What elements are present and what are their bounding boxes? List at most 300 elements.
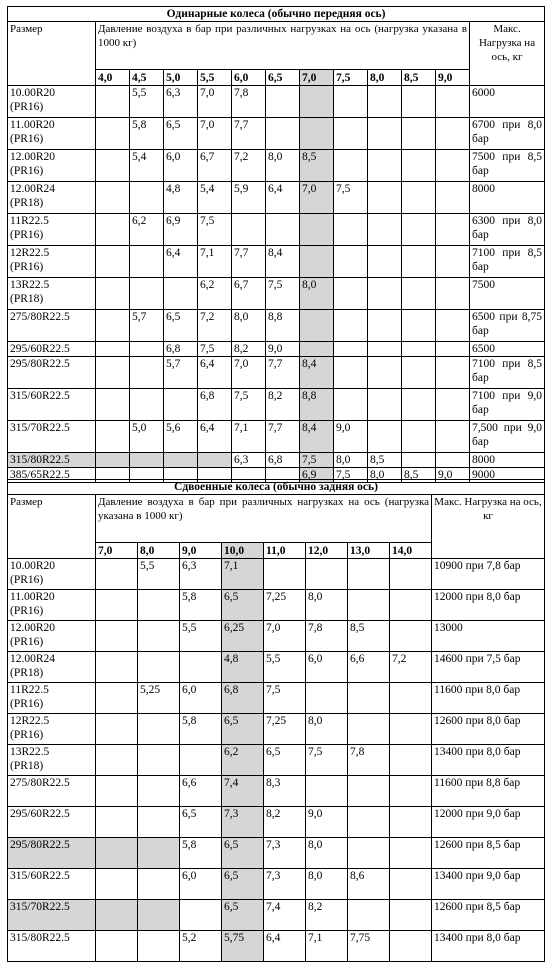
max-load-header: Макс. Нагрузка на ось, кг: [432, 495, 545, 559]
value-cell: [300, 310, 334, 342]
value-cell: [198, 453, 232, 468]
value-cell: 8,0: [368, 468, 402, 483]
value-cell: [96, 683, 138, 714]
pressure-cell: 4,5: [130, 70, 164, 86]
size-cell: 385/65R22.5: [8, 468, 96, 483]
value-cell: 6,4: [198, 421, 232, 453]
value-cell: [390, 869, 432, 900]
table-row: [8, 86, 545, 118]
value-cell: [348, 838, 390, 869]
value-cell: 5,4: [198, 182, 232, 214]
value-cell: 7,5: [264, 683, 306, 714]
size-cell: 295/60R22.5: [8, 342, 96, 357]
value-cell: [390, 621, 432, 652]
value-cell: [96, 714, 138, 745]
value-cell: [368, 278, 402, 310]
value-cell: [300, 246, 334, 278]
size-cell: 13R22.5 (PR18): [8, 278, 96, 310]
value-cell: 6,6: [348, 652, 390, 683]
value-cell: [390, 776, 432, 807]
value-cell: [130, 182, 164, 214]
value-cell: [138, 621, 180, 652]
table-row: [8, 357, 545, 389]
max-load-cell: 11600 при 8,0 бар: [432, 683, 545, 714]
value-cell: [306, 559, 348, 590]
value-cell: 6,9: [164, 214, 198, 246]
pressure-cell: 7,0: [300, 70, 334, 86]
max-load-cell: 6000: [470, 86, 545, 118]
value-cell: 7,8: [232, 86, 266, 118]
value-cell: [96, 150, 130, 182]
table-row: [8, 652, 545, 683]
value-cell: 6,0: [180, 869, 222, 900]
value-cell: 6,4: [264, 931, 306, 962]
value-cell: [130, 342, 164, 357]
size-cell: 12.00R20 (PR16): [8, 150, 96, 182]
value-cell: 6,5: [222, 869, 264, 900]
value-cell: [306, 683, 348, 714]
value-cell: 7,8: [348, 745, 390, 776]
value-cell: 8,8: [266, 310, 300, 342]
value-cell: 7,2: [232, 150, 266, 182]
value-cell: [348, 776, 390, 807]
value-cell: 8,0: [306, 838, 348, 869]
max-load-cell: 7100 при 8,5 бар: [470, 246, 545, 278]
value-cell: [96, 931, 138, 962]
value-cell: [180, 745, 222, 776]
value-cell: [334, 389, 368, 421]
max-load-cell: 10900 при 7,8 бар: [432, 559, 545, 590]
value-cell: 6,0: [306, 652, 348, 683]
value-cell: 7,0: [198, 86, 232, 118]
value-cell: [390, 590, 432, 621]
value-cell: 7,1: [198, 246, 232, 278]
value-cell: [348, 683, 390, 714]
value-cell: [300, 214, 334, 246]
value-cell: [266, 214, 300, 246]
table-row: [8, 807, 545, 838]
value-cell: 8,6: [348, 869, 390, 900]
value-cell: 5,5: [180, 621, 222, 652]
value-cell: 8,4: [300, 421, 334, 453]
size-cell: 11.00R20 (PR16): [8, 118, 96, 150]
table-row: [8, 182, 545, 214]
value-cell: [264, 559, 306, 590]
value-cell: 7,1: [232, 421, 266, 453]
value-cell: [232, 214, 266, 246]
pressure-cell: 12,0: [306, 543, 348, 559]
value-cell: [96, 421, 130, 453]
value-cell: [368, 86, 402, 118]
value-cell: 5,8: [130, 118, 164, 150]
value-cell: [96, 357, 130, 389]
max-load-cell: 14600 при 7,5 бар: [432, 652, 545, 683]
value-cell: 7,8: [306, 621, 348, 652]
value-cell: 8,0: [266, 150, 300, 182]
size-cell: 315/80R22.5: [8, 931, 96, 962]
value-cell: [96, 590, 138, 621]
value-cell: [402, 86, 436, 118]
value-cell: 6,4: [266, 182, 300, 214]
table-row: [8, 838, 545, 869]
value-cell: [402, 150, 436, 182]
value-cell: [138, 590, 180, 621]
value-cell: 7,4: [264, 900, 306, 931]
value-cell: 5,5: [138, 559, 180, 590]
value-cell: 5,0: [130, 421, 164, 453]
value-cell: 9,0: [436, 468, 470, 483]
value-cell: 4,8: [222, 652, 264, 683]
table-row: [8, 389, 545, 421]
pressure-cell: 10,0: [222, 543, 264, 559]
value-cell: 7,4: [222, 776, 264, 807]
value-cell: 8,2: [266, 389, 300, 421]
value-cell: [266, 86, 300, 118]
value-cell: [436, 182, 470, 214]
table-row: [8, 342, 545, 357]
value-cell: 6,5: [264, 745, 306, 776]
value-cell: 8,5: [402, 468, 436, 483]
value-cell: 6,8: [266, 453, 300, 468]
value-cell: 7,7: [232, 118, 266, 150]
table-row: [8, 683, 545, 714]
value-cell: 5,5: [264, 652, 306, 683]
value-cell: [300, 118, 334, 150]
value-cell: [96, 278, 130, 310]
size-cell: 315/60R22.5: [8, 389, 96, 421]
value-cell: [402, 310, 436, 342]
value-cell: [348, 807, 390, 838]
value-cell: 8,0: [306, 714, 348, 745]
value-cell: 8,0: [232, 310, 266, 342]
value-cell: [436, 214, 470, 246]
value-cell: 7,25: [264, 714, 306, 745]
value-cell: [96, 342, 130, 357]
value-cell: 6,5: [222, 590, 264, 621]
value-cell: [96, 246, 130, 278]
table-row: [8, 453, 545, 468]
size-cell: 12R22.5 (PR16): [8, 714, 96, 745]
value-cell: [96, 869, 138, 900]
value-cell: 8,4: [266, 246, 300, 278]
value-cell: [334, 150, 368, 182]
size-cell: 315/60R22.5: [8, 869, 96, 900]
value-cell: [402, 118, 436, 150]
value-cell: 6,2: [222, 745, 264, 776]
value-cell: [96, 86, 130, 118]
value-cell: [96, 900, 138, 931]
pressure-cell: 4,0: [96, 70, 130, 86]
value-cell: 8,3: [264, 776, 306, 807]
value-cell: 6,3: [164, 86, 198, 118]
value-cell: 6,8: [222, 683, 264, 714]
value-cell: [130, 357, 164, 389]
pressure-cell: 6,5: [266, 70, 300, 86]
value-cell: 7,5: [334, 468, 368, 483]
value-cell: [138, 776, 180, 807]
value-cell: 6,5: [222, 838, 264, 869]
max-load-cell: 6500: [470, 342, 545, 357]
value-cell: 6,5: [222, 900, 264, 931]
size-cell: 11.00R20 (PR16): [8, 590, 96, 621]
table-row: [8, 776, 545, 807]
pressure-cell: 6,0: [232, 70, 266, 86]
table-row: [8, 310, 545, 342]
value-cell: [138, 838, 180, 869]
value-cell: [436, 150, 470, 182]
pressure-cell: 9,0: [180, 543, 222, 559]
max-load-cell: 11600 при 8,8 бар: [432, 776, 545, 807]
max-load-cell: 7500 при 8,5 бар: [470, 150, 545, 182]
value-cell: 7,2: [390, 652, 432, 683]
value-cell: [180, 900, 222, 931]
pressure-cell: 5,5: [198, 70, 232, 86]
value-cell: 5,75: [222, 931, 264, 962]
pressure-cell: 14,0: [390, 543, 432, 559]
value-cell: [130, 246, 164, 278]
value-cell: [334, 246, 368, 278]
value-cell: 7,7: [266, 421, 300, 453]
value-cell: 8,5: [348, 621, 390, 652]
value-cell: 8,5: [368, 453, 402, 468]
pressure-header: Давление воздуха в бар при различных нагрузках на ось (нагрузка указана в 1000 кг): [96, 495, 432, 543]
value-cell: [96, 807, 138, 838]
value-cell: [368, 389, 402, 421]
size-cell: 315/70R22.5: [8, 900, 96, 931]
value-cell: [368, 214, 402, 246]
pressure-header: Давление воздуха в бар при различных нагрузках на ось (нагрузка указана в 1000 кг): [96, 22, 470, 70]
value-cell: 5,9: [232, 182, 266, 214]
value-cell: 7,0: [264, 621, 306, 652]
value-cell: 6,25: [222, 621, 264, 652]
max-load-cell: 7,500 при 9,0 бар: [470, 421, 545, 453]
value-cell: [96, 838, 138, 869]
value-cell: [96, 559, 138, 590]
value-cell: 7,3: [264, 838, 306, 869]
table-title: Сдвоенные колеса (обычно задняя ось): [8, 480, 545, 495]
value-cell: [436, 389, 470, 421]
size-cell: 12.00R24 (PR18): [8, 182, 96, 214]
value-cell: 9,0: [334, 421, 368, 453]
table-row: [8, 869, 545, 900]
table-row: [8, 278, 545, 310]
value-cell: [402, 214, 436, 246]
pressure-cell: 13,0: [348, 543, 390, 559]
value-cell: [390, 807, 432, 838]
value-cell: [96, 745, 138, 776]
size-cell: 295/80R22.5: [8, 357, 96, 389]
value-cell: [334, 310, 368, 342]
value-cell: 7,1: [306, 931, 348, 962]
max-load-cell: 12600 при 8,5 бар: [432, 900, 545, 931]
value-cell: [390, 714, 432, 745]
value-cell: [436, 421, 470, 453]
value-cell: [390, 745, 432, 776]
value-cell: 6,8: [198, 389, 232, 421]
value-cell: 6,3: [180, 559, 222, 590]
value-cell: 7,25: [264, 590, 306, 621]
size-cell: 315/70R22.5: [8, 421, 96, 453]
max-load-cell: 6700 при 8,0 бар: [470, 118, 545, 150]
value-cell: [164, 389, 198, 421]
size-cell: 275/80R22.5: [8, 776, 96, 807]
value-cell: [96, 182, 130, 214]
pressure-cell: 8,5: [402, 70, 436, 86]
pressure-cell: 7,0: [96, 543, 138, 559]
value-cell: 8,4: [300, 357, 334, 389]
value-cell: [390, 900, 432, 931]
max-load-cell: 6500 при 8,75 бар: [470, 310, 545, 342]
value-cell: [138, 714, 180, 745]
value-cell: [138, 652, 180, 683]
max-load-cell: 12600 при 8,5 бар: [432, 838, 545, 869]
value-cell: [368, 118, 402, 150]
table-row: [8, 559, 545, 590]
max-load-cell: 13400 при 8,0 бар: [432, 931, 545, 962]
value-cell: [436, 357, 470, 389]
value-cell: [368, 342, 402, 357]
value-cell: 6,8: [164, 342, 198, 357]
value-cell: 6,4: [164, 246, 198, 278]
size-cell: 12R22.5 (PR16): [8, 246, 96, 278]
value-cell: 7,5: [232, 389, 266, 421]
size-cell: 13R22.5 (PR18): [8, 745, 96, 776]
value-cell: 8,2: [232, 342, 266, 357]
value-cell: 9,0: [306, 807, 348, 838]
value-cell: 5,7: [164, 357, 198, 389]
size-cell: 12.00R24 (PR18): [8, 652, 96, 683]
value-cell: [130, 389, 164, 421]
header-row: [8, 22, 545, 70]
value-cell: 6,5: [164, 310, 198, 342]
max-load-cell: 9000: [470, 468, 545, 483]
value-cell: [436, 342, 470, 357]
value-cell: [96, 453, 130, 468]
dual-wheels-table: [7, 479, 545, 962]
value-cell: 7,0: [198, 118, 232, 150]
value-cell: 8,0: [306, 869, 348, 900]
value-cell: 7,2: [198, 310, 232, 342]
size-cell: 315/80R22.5: [8, 453, 96, 468]
value-cell: 5,7: [130, 310, 164, 342]
value-cell: 7,3: [222, 807, 264, 838]
value-cell: 6,3: [232, 453, 266, 468]
value-cell: [334, 278, 368, 310]
title-row: [8, 480, 545, 495]
value-cell: 8,2: [264, 807, 306, 838]
max-load-cell: 12000 при 8,0 бар: [432, 590, 545, 621]
value-cell: [402, 246, 436, 278]
value-cell: 7,75: [348, 931, 390, 962]
value-cell: 6,7: [198, 150, 232, 182]
value-cell: [96, 118, 130, 150]
value-cell: 7,1: [222, 559, 264, 590]
max-load-cell: 8000: [470, 182, 545, 214]
size-cell: 10.00R20 (PR16): [8, 86, 96, 118]
size-cell: 11R22.5 (PR16): [8, 683, 96, 714]
value-cell: [390, 838, 432, 869]
max-load-cell: 7500: [470, 278, 545, 310]
table-row: [8, 745, 545, 776]
pressure-cell: 11,0: [264, 543, 306, 559]
value-cell: [164, 278, 198, 310]
single-wheels-table: [7, 6, 545, 483]
value-cell: [436, 118, 470, 150]
value-cell: [402, 453, 436, 468]
value-cell: [306, 776, 348, 807]
table-row: [8, 714, 545, 745]
value-cell: [390, 683, 432, 714]
value-cell: 6,2: [130, 214, 164, 246]
value-cell: [348, 714, 390, 745]
max-load-cell: 12600 при 8,0 бар: [432, 714, 545, 745]
value-cell: 8,0: [300, 278, 334, 310]
max-load-cell: 8000: [470, 453, 545, 468]
table-row: [8, 421, 545, 453]
value-cell: 4,8: [164, 182, 198, 214]
value-cell: [436, 310, 470, 342]
max-load-cell: 13400 при 9,0 бар: [432, 869, 545, 900]
size-header: Размер: [8, 495, 96, 559]
value-cell: 5,2: [180, 931, 222, 962]
value-cell: 6,5: [222, 714, 264, 745]
value-cell: 7,5: [266, 278, 300, 310]
value-cell: [436, 278, 470, 310]
value-cell: 5,4: [130, 150, 164, 182]
size-cell: 275/80R22.5: [8, 310, 96, 342]
value-cell: 8,5: [300, 150, 334, 182]
table-row: [8, 931, 545, 962]
value-cell: 6,6: [180, 776, 222, 807]
value-cell: [96, 389, 130, 421]
value-cell: 5,8: [180, 838, 222, 869]
max-load-cell: 13000: [432, 621, 545, 652]
value-cell: [390, 931, 432, 962]
value-cell: 9,0: [266, 342, 300, 357]
value-cell: 8,8: [300, 389, 334, 421]
value-cell: [334, 86, 368, 118]
value-cell: [348, 559, 390, 590]
value-cell: 6,5: [164, 118, 198, 150]
value-cell: [300, 342, 334, 357]
value-cell: [334, 118, 368, 150]
value-cell: [266, 118, 300, 150]
value-cell: 6,9: [300, 468, 334, 483]
size-cell: 295/80R22.5: [8, 838, 96, 869]
value-cell: 7,5: [306, 745, 348, 776]
value-cell: [390, 559, 432, 590]
pressure-cell: 7,5: [334, 70, 368, 86]
value-cell: [334, 357, 368, 389]
value-cell: [96, 652, 138, 683]
value-cell: [368, 357, 402, 389]
value-cell: 8,2: [306, 900, 348, 931]
header-row: [8, 495, 545, 543]
value-cell: [138, 745, 180, 776]
size-header: Размер: [8, 22, 96, 86]
value-cell: [402, 389, 436, 421]
value-cell: [138, 807, 180, 838]
value-cell: [368, 310, 402, 342]
value-cell: 7,5: [334, 182, 368, 214]
size-cell: 295/60R22.5: [8, 807, 96, 838]
table-row: [8, 900, 545, 931]
value-cell: 6,5: [180, 807, 222, 838]
table-row: [8, 118, 545, 150]
value-cell: [180, 652, 222, 683]
value-cell: 5,25: [138, 683, 180, 714]
value-cell: 7,7: [266, 357, 300, 389]
